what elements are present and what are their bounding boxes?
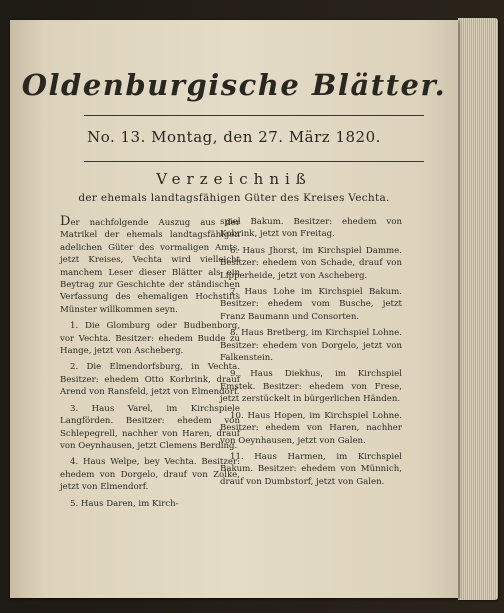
header-rule-top xyxy=(84,115,424,116)
entry-paragraph: 2. Die Elmendorfsburg, in Vechta. Besitzer: ehedem Otto Korbrink, drauf Arend von Ransfeld, jetzt von Elmendorf. xyxy=(60,362,240,398)
entry-paragraph: 9. Haus Diekhus, im Kirchspiel Emstek. Besitzer: ehedem von Frese, jetzt zerstückelt in bürgerlichen Händen. xyxy=(220,369,402,405)
article-subtitle: der ehemals landtagsfähigen Güter des Kreises Vechta. xyxy=(78,192,390,204)
entry-paragraph: 5. Haus Daren, im Kirch- xyxy=(70,498,179,509)
entry-paragraph: 8. Haus Bretberg, im Kirchspiel Lohne. Besitzer: ehedem von Dorgelo, jetzt von Falkenstein. xyxy=(220,328,402,364)
entry-paragraph: 10. Haus Hopen, im Kirchspiel Lohne. Besitzer: ehedem von Haren, nachher von Oeynhausen, jetzt von Galen. xyxy=(220,410,402,446)
left-column xyxy=(60,216,240,514)
entry-paragraph: 1. Die Glomburg oder Budbenborg, vor Vechta. Besitzer: ehedem Budde zu Hange, jetzt von Ascheberg. xyxy=(60,321,240,357)
masthead: Oldenburgische Blätter. xyxy=(21,68,447,102)
entry-paragraph: 4. Haus Welpe, bey Vechta. Besitzer: ehedem von Dorgelo, drauf von Zolke, jetzt von Elmendorf. xyxy=(60,457,240,493)
issue-line: No. 13. Montag, den 27. März 1820. xyxy=(87,128,381,146)
entry-paragraph: 3. Haus Varel, im Kirchspiele Langförden. Besitzer: ehedem von Schlepegrell, nachher von Haren, drauf von Oeynhausen, jetzt Clemens Berding. xyxy=(60,403,240,451)
entry-paragraph: 7. Haus Lohe im Kirchspiel Bakum. Besitzer: ehedem vom Busche, jetzt Franz Baumann und Consorten. xyxy=(220,287,402,322)
page-edges xyxy=(458,18,498,600)
entry-paragraph: spiel Bakum. Besitzer: ehedem von Kobrink, jetzt von Freitag. xyxy=(220,217,402,240)
header-rule-bottom xyxy=(84,161,424,162)
newspaper-page xyxy=(10,20,458,598)
entry-paragraph: 6. Haus Jhorst, im Kirchspiel Damme. Besitzer: ehedem von Schade, drauf von Lipperheide, jetzt von Ascheberg. xyxy=(220,245,402,281)
right-column xyxy=(220,216,402,492)
entry-paragraph: 11. Haus Harmen, im Kirchspiel Bakum. Besitzer: ehedem von Münnich, drauf von Dumbstorf, jetzt von Galen. xyxy=(220,451,402,487)
article-title: Verzeichniß xyxy=(156,170,312,188)
intro-paragraph: Der nachfolgende Auszug aus der Matrikel der ehemals landtagsfähigen adelichen Güter des vormaligen Amts, jetzt Kreises, Vechta wird vielleicht manchem Leser dieser Blätter als ein Beytrag zur Geschichte der ständischen Verfassung des ehemaligen Hochstifts Münster willkommen seyn. xyxy=(60,214,240,315)
